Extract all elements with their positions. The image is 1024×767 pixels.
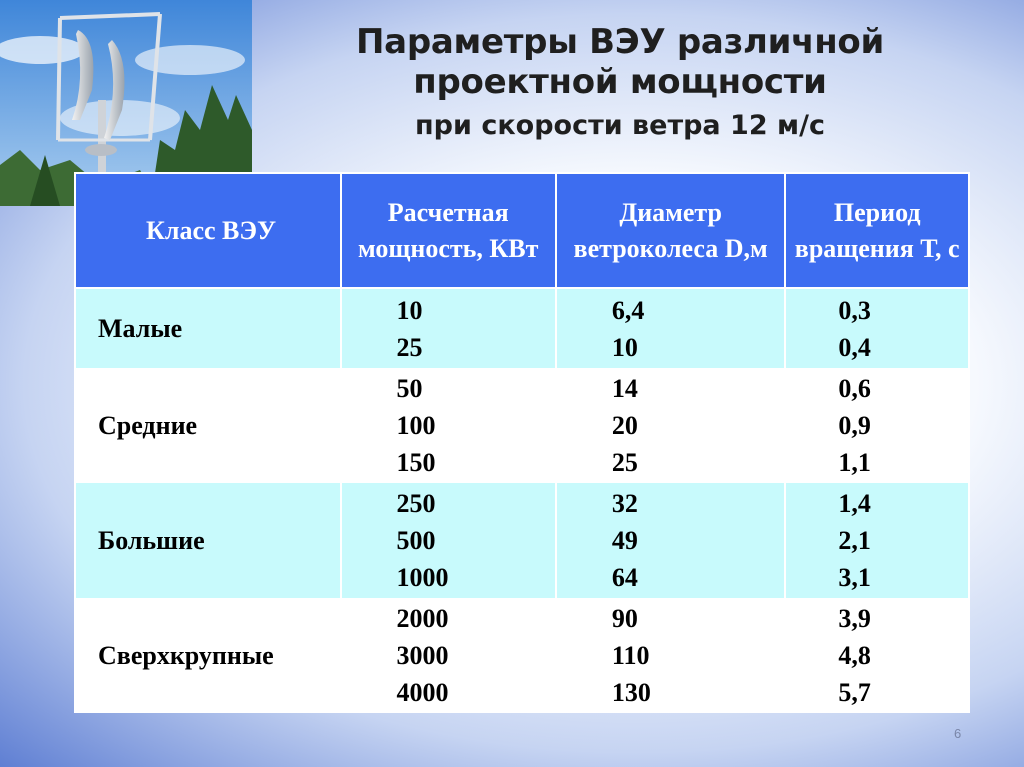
period-value: 1,1	[838, 448, 871, 477]
power-value: 250	[396, 489, 436, 518]
diameter-cell	[556, 368, 785, 483]
power-value: 50	[396, 374, 423, 403]
power-value: 150	[396, 448, 436, 477]
period-value: 0,3	[838, 295, 871, 325]
slide-title	[262, 22, 978, 148]
title-subtitle: при скорости ветра 12 м/с	[415, 110, 825, 141]
diameter-value: 20	[611, 411, 638, 440]
period-value: 0,9	[838, 411, 871, 440]
power-value: 3000	[396, 641, 449, 670]
power-value: 2000	[396, 604, 449, 633]
diameter-value: 25	[611, 448, 638, 477]
power-value: 25	[396, 332, 423, 362]
header-period: Период вращения Т, с	[785, 173, 969, 288]
diameter-value: 64	[611, 563, 638, 592]
table-row	[75, 368, 969, 483]
page-number: 6	[954, 726, 962, 741]
diameter-value: 14	[611, 374, 638, 403]
class-label: Средние	[75, 368, 341, 483]
power-value: 100	[396, 411, 436, 440]
power-cell	[341, 368, 556, 483]
period-value: 3,9	[838, 604, 871, 633]
title-line-1: Параметры ВЭУ различной	[356, 22, 884, 62]
power-value: 10	[396, 295, 423, 325]
diameter-cell	[556, 483, 785, 598]
diameter-cell	[556, 288, 785, 368]
power-value: 500	[396, 526, 436, 555]
table-row	[75, 288, 969, 368]
class-label: Большие	[75, 483, 341, 598]
period-value: 3,1	[838, 563, 871, 592]
diameter-value: 49	[611, 526, 638, 555]
diameter-value: 90	[611, 604, 638, 633]
diameter-value: 110	[611, 641, 650, 670]
power-value: 4000	[396, 678, 449, 707]
table-row	[75, 598, 969, 713]
period-cell	[785, 288, 969, 368]
power-value: 1000	[396, 563, 449, 592]
diameter-value: 130	[611, 678, 651, 707]
diameter-value: 10	[611, 332, 638, 362]
power-cell	[341, 598, 556, 713]
period-value: 4,8	[838, 641, 871, 670]
period-value: 1,4	[838, 489, 871, 518]
class-label: Малые	[75, 288, 341, 368]
class-label: Сверхкрупные	[75, 598, 341, 713]
power-cell	[341, 288, 556, 368]
title-line-2: проектной мощности	[413, 62, 827, 102]
table-header-row	[75, 173, 969, 288]
period-value: 0,6	[838, 374, 871, 403]
parameters-table	[74, 172, 970, 713]
header-class: Класс ВЭУ	[75, 173, 341, 288]
header-diameter: Диаметр ветроколеса D,м	[556, 173, 785, 288]
period-value: 0,4	[838, 332, 871, 362]
diameter-cell	[556, 598, 785, 713]
period-cell	[785, 368, 969, 483]
power-cell	[341, 483, 556, 598]
header-power: Расчетная мощность, КВт	[341, 173, 556, 288]
period-value: 2,1	[838, 526, 871, 555]
diameter-value: 6,4	[611, 295, 645, 325]
period-cell	[785, 598, 969, 713]
period-value: 5,7	[838, 678, 871, 707]
period-cell	[785, 483, 969, 598]
table-row	[75, 483, 969, 598]
diameter-value: 32	[611, 489, 638, 518]
